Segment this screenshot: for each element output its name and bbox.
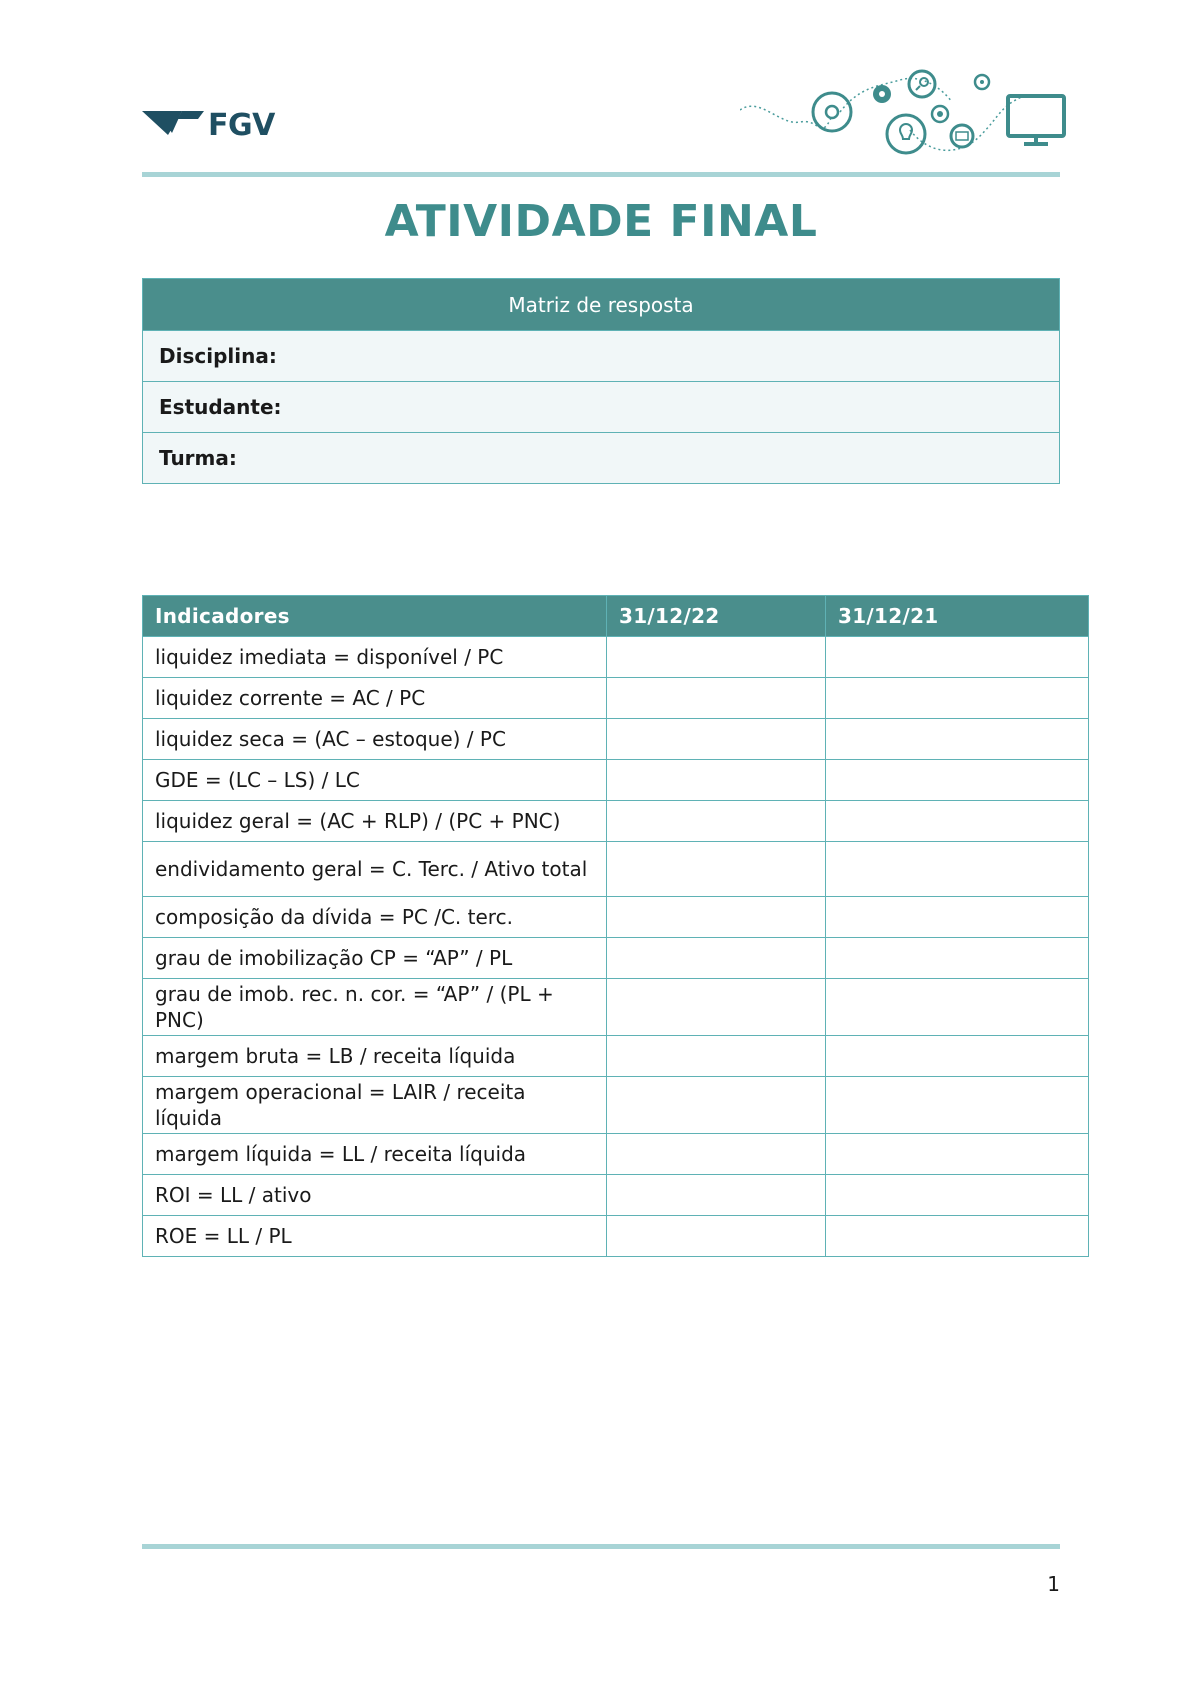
table-row: [143, 1216, 1089, 1257]
value-cell-2021[interactable]: [826, 678, 1089, 719]
value-cell-2022[interactable]: [607, 1175, 826, 1216]
value-cell-2021[interactable]: [826, 1175, 1089, 1216]
indicator-label: margem operacional = LAIR / receita líquida: [143, 1077, 607, 1134]
indicator-label: liquidez corrente = AC / PC: [143, 678, 607, 719]
value-cell-2021[interactable]: [826, 801, 1089, 842]
small-gear-icon: [975, 75, 989, 89]
header-illustration: [740, 66, 1080, 176]
indicator-label: endividamento geral = C. Terc. / Ativo total: [143, 842, 607, 897]
value-cell-2022[interactable]: [607, 897, 826, 938]
value-cell-2021[interactable]: [826, 637, 1089, 678]
matrix-heading: Matriz de resposta: [143, 279, 1060, 331]
page-number: 1: [1047, 1572, 1060, 1596]
indicator-label: composição da dívida = PC /C. terc.: [143, 897, 607, 938]
table-row: [143, 1036, 1089, 1077]
value-cell-2022[interactable]: [607, 1036, 826, 1077]
value-cell-2021[interactable]: [826, 842, 1089, 897]
value-cell-2021[interactable]: [826, 1134, 1089, 1175]
table-row: [143, 1175, 1089, 1216]
value-cell-2021[interactable]: [826, 1216, 1089, 1257]
value-cell-2022[interactable]: [607, 1216, 826, 1257]
table-row: [143, 760, 1089, 801]
page-title: ATIVIDADE FINAL: [384, 196, 818, 247]
fgv-logo: [142, 106, 287, 146]
monitor-icon: [1008, 96, 1064, 144]
indicator-label: grau de imob. rec. n. cor. = “AP” / (PL + PNC): [143, 979, 607, 1036]
indicator-label: ROE = LL / PL: [143, 1216, 607, 1257]
column-header-indicadores: Indicadores: [143, 596, 607, 637]
lightbulb-icon: [887, 115, 925, 153]
value-cell-2021[interactable]: [826, 760, 1089, 801]
disc-icon: [873, 85, 891, 103]
table-row: [143, 719, 1089, 760]
table-row: [143, 801, 1089, 842]
value-cell-2022[interactable]: [607, 637, 826, 678]
column-header-2021: 31/12/21: [826, 596, 1089, 637]
indicator-label: margem bruta = LB / receita líquida: [143, 1036, 607, 1077]
table-row: [143, 1134, 1089, 1175]
value-cell-2021[interactable]: [826, 1036, 1089, 1077]
value-cell-2022[interactable]: [607, 678, 826, 719]
table-row: [143, 1077, 1089, 1134]
indicator-label: grau de imobilização CP = “AP” / PL: [143, 938, 607, 979]
table-row: [143, 938, 1089, 979]
matrix-row-turma[interactable]: Turma:: [143, 433, 1060, 484]
ribbon-icon: [813, 93, 851, 131]
indicator-label: liquidez geral = (AC + RLP) / (PC + PNC): [143, 801, 607, 842]
value-cell-2021[interactable]: [826, 897, 1089, 938]
gear-icon: [932, 106, 948, 122]
table-row: [143, 637, 1089, 678]
indicator-label: liquidez imediata = disponível / PC: [143, 637, 607, 678]
value-cell-2021[interactable]: [826, 1077, 1089, 1134]
indicators-table: [142, 595, 1089, 1257]
value-cell-2021[interactable]: [826, 719, 1089, 760]
fgv-wings-icon: [142, 109, 206, 143]
value-cell-2022[interactable]: [607, 938, 826, 979]
table-row: [143, 678, 1089, 719]
value-cell-2021[interactable]: [826, 938, 1089, 979]
mail-icon: [951, 125, 973, 147]
matrix-row-estudante[interactable]: Estudante:: [143, 382, 1060, 433]
value-cell-2022[interactable]: [607, 1134, 826, 1175]
table-row: [143, 979, 1089, 1036]
value-cell-2022[interactable]: [607, 842, 826, 897]
value-cell-2022[interactable]: [607, 979, 826, 1036]
answer-matrix-table: [142, 278, 1060, 484]
value-cell-2022[interactable]: [607, 760, 826, 801]
column-header-2022: 31/12/22: [607, 596, 826, 637]
logo-text: FGV: [208, 108, 275, 143]
indicator-label: margem líquida = LL / receita líquida: [143, 1134, 607, 1175]
value-cell-2022[interactable]: [607, 1077, 826, 1134]
footer-rule: [142, 1544, 1060, 1549]
value-cell-2022[interactable]: [607, 801, 826, 842]
value-cell-2021[interactable]: [826, 979, 1089, 1036]
header-rule: [142, 172, 1060, 177]
matrix-row-disciplina[interactable]: Disciplina:: [143, 331, 1060, 382]
table-row: [143, 842, 1089, 897]
indicator-label: ROI = LL / ativo: [143, 1175, 607, 1216]
indicator-label: liquidez seca = (AC – estoque) / PC: [143, 719, 607, 760]
table-row: [143, 897, 1089, 938]
indicator-label: GDE = (LC – LS) / LC: [143, 760, 607, 801]
value-cell-2022[interactable]: [607, 719, 826, 760]
